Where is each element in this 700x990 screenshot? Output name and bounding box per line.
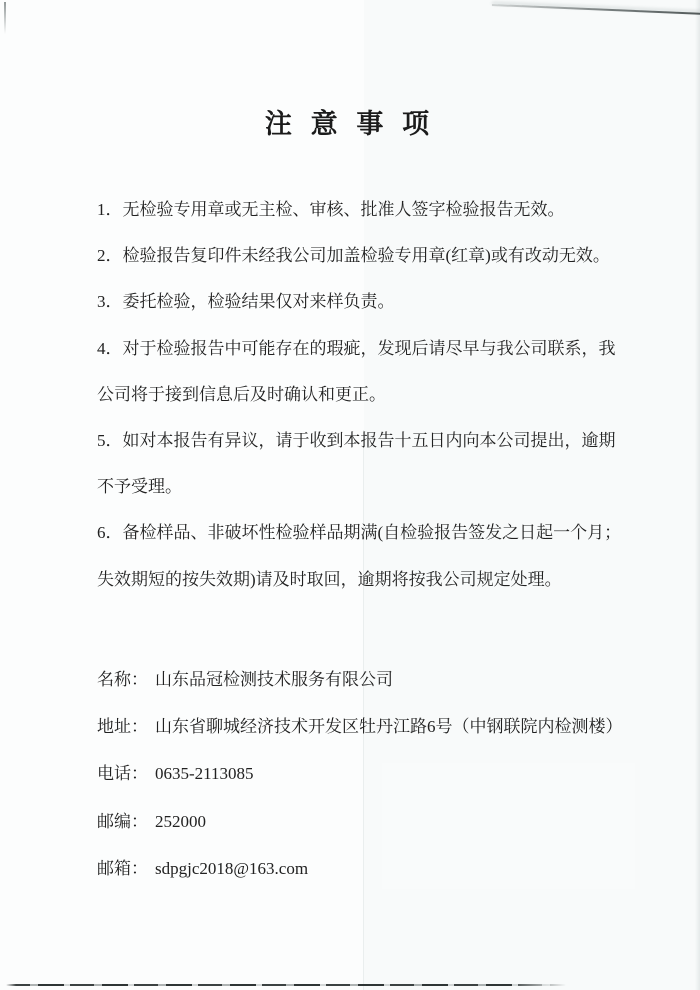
contact-value: 山东省聊城经济技术开发区牡丹江路6号（中钢联院内检测楼） xyxy=(155,717,623,737)
notice-line: 1．无检验专用章或无主检、审核、批准人签字检验报告无效。 xyxy=(97,200,565,219)
contact-block xyxy=(97,656,637,892)
contact-label: 地址： xyxy=(97,717,148,737)
notice-line: 3．委托检验，检验结果仅对来样负责。 xyxy=(97,292,395,312)
notice-line: 6．备检样品、非破坏性检验样品期满(自检验报告签发之日起一个月； xyxy=(97,523,622,543)
scan-artifact-right-edge-shade xyxy=(695,0,700,990)
page-title: 注 意 事 项 xyxy=(264,109,436,139)
contact-row-address xyxy=(97,703,637,750)
contact-row-name xyxy=(97,656,637,703)
contact-value: sdpgjc2018@163.com xyxy=(155,858,309,878)
notice-item-6 xyxy=(97,510,662,602)
contact-row-email xyxy=(97,845,637,892)
notice-line: 不予受理。 xyxy=(97,477,182,497)
notice-line: 公司将于接到信息后及时确认和更正。 xyxy=(97,384,386,404)
notice-item-3 xyxy=(97,279,662,325)
notice-item-5 xyxy=(97,418,662,510)
contact-label: 邮编： xyxy=(97,811,148,831)
contact-label: 名称： xyxy=(97,670,148,689)
contact-label: 电话： xyxy=(97,764,148,784)
notice-item-2 xyxy=(97,233,662,279)
contact-row-postal-code xyxy=(97,798,637,845)
contact-value: 252000 xyxy=(155,811,206,831)
contact-value: 0635-2113085 xyxy=(155,764,254,784)
contact-label: 邮箱： xyxy=(97,858,148,878)
contact-value: 山东品冠检测技术服务有限公司 xyxy=(155,670,393,689)
notices-list xyxy=(97,187,662,603)
scan-artifact-top-left-tick xyxy=(4,2,6,34)
notice-line: 失效期短的按失效期)请及时取回，逾期将按我公司规定处理。 xyxy=(97,569,562,589)
notice-line: 2．检验报告复印件未经我公司加盖检验专用章(红章)或有改动无效。 xyxy=(97,246,610,266)
notice-item-4 xyxy=(97,326,662,418)
notice-line: 4．对于检验报告中可能存在的瑕疵，发现后请尽早与我公司联系，我 xyxy=(97,338,616,358)
notice-item-1 xyxy=(97,187,662,233)
contact-row-phone xyxy=(97,750,637,797)
notice-line: 5．如对本报告有异议，请于收到本报告十五日内向本公司提出，逾期 xyxy=(97,430,616,450)
